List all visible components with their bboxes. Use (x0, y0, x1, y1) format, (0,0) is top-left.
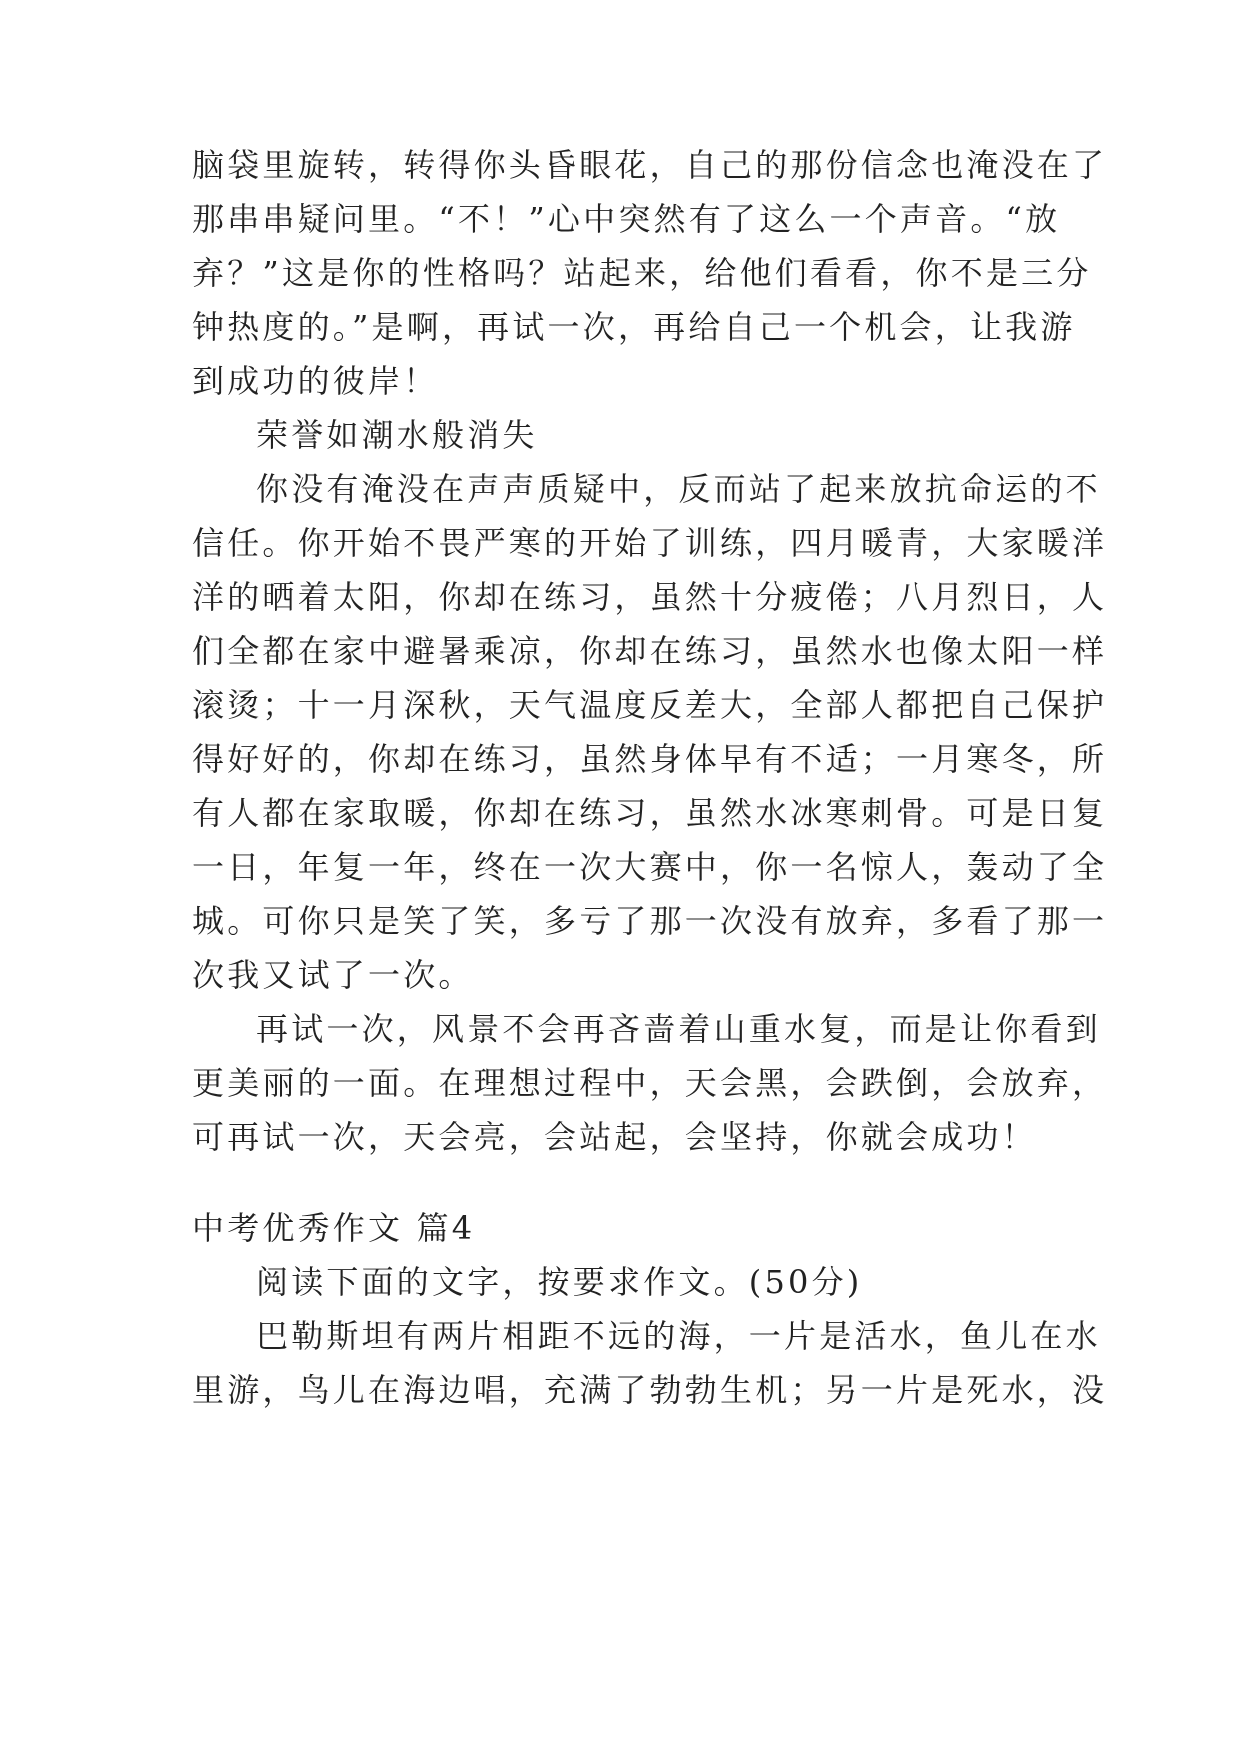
paragraph-line: 得好好的，你却在练习，虽然身体早有不适；一月寒冬，所 (192, 740, 1108, 778)
paragraph-line: 弃？”这是你的性格吗？站起来，给他们看看，你不是三分 (192, 254, 1092, 292)
section-subheading: 荣誉如潮水般消失 (256, 416, 538, 454)
paragraph-line: 有人都在家取暖，你却在练习，虽然水冰寒刺骨。可是日复 (192, 794, 1108, 832)
paragraph-line: 信任。你开始不畏严寒的开始了训练，四月暖青，大家暖洋 (192, 524, 1108, 562)
paragraph-line: 再试一次，风景不会再吝啬着山重水复，而是让你看到 (256, 1010, 1101, 1048)
paragraph-line: 到成功的彼岸！ (192, 362, 439, 400)
paragraph-line: 巴勒斯坦有两片相距不远的海，一片是活水，鱼儿在水 (256, 1317, 1101, 1355)
paragraph-line: 钟热度的。”是啊，再试一次，再给自己一个机会，让我游 (192, 308, 1076, 346)
paragraph-line: 脑袋里旋转，转得你头昏眼花，自己的那份信念也淹没在了 (192, 146, 1108, 184)
article-title: 中考优秀作文 篇4 (192, 1209, 476, 1247)
paragraph-line: 可再试一次，天会亮，会站起，会坚持，你就会成功！ (192, 1118, 1037, 1156)
paragraph-line: 城。可你只是笑了笑，多亏了那一次没有放弃，多看了那一 (192, 902, 1108, 940)
paragraph-line: 那串串疑问里。“不！”心中突然有了这么一个声音。“放 (192, 200, 1061, 238)
paragraph-line: 你没有淹没在声声质疑中，反而站了起来放抗命运的不 (256, 470, 1101, 508)
paragraph-line: 洋的晒着太阳，你却在练习，虽然十分疲倦；八月烈日，人 (192, 578, 1108, 616)
paragraph-line: 里游，鸟儿在海边唱，充满了勃勃生机；另一片是死水，没 (192, 1371, 1108, 1409)
paragraph-line: 们全都在家中避暑乘凉，你却在练习，虽然水也像太阳一样 (192, 632, 1108, 670)
paragraph-line: 一日，年复一年，终在一次大赛中，你一名惊人，轰动了全 (192, 848, 1108, 886)
paragraph-line: 更美丽的一面。在理想过程中，天会黑，会跌倒，会放弃， (192, 1064, 1108, 1102)
prompt-instruction: 阅读下面的文字，按要求作文。(50分) (256, 1263, 863, 1301)
paragraph-line: 次我又试了一次。 (192, 956, 474, 994)
paragraph-line: 滚烫；十一月深秋，天气温度反差大，全部人都把自己保护 (192, 686, 1108, 724)
